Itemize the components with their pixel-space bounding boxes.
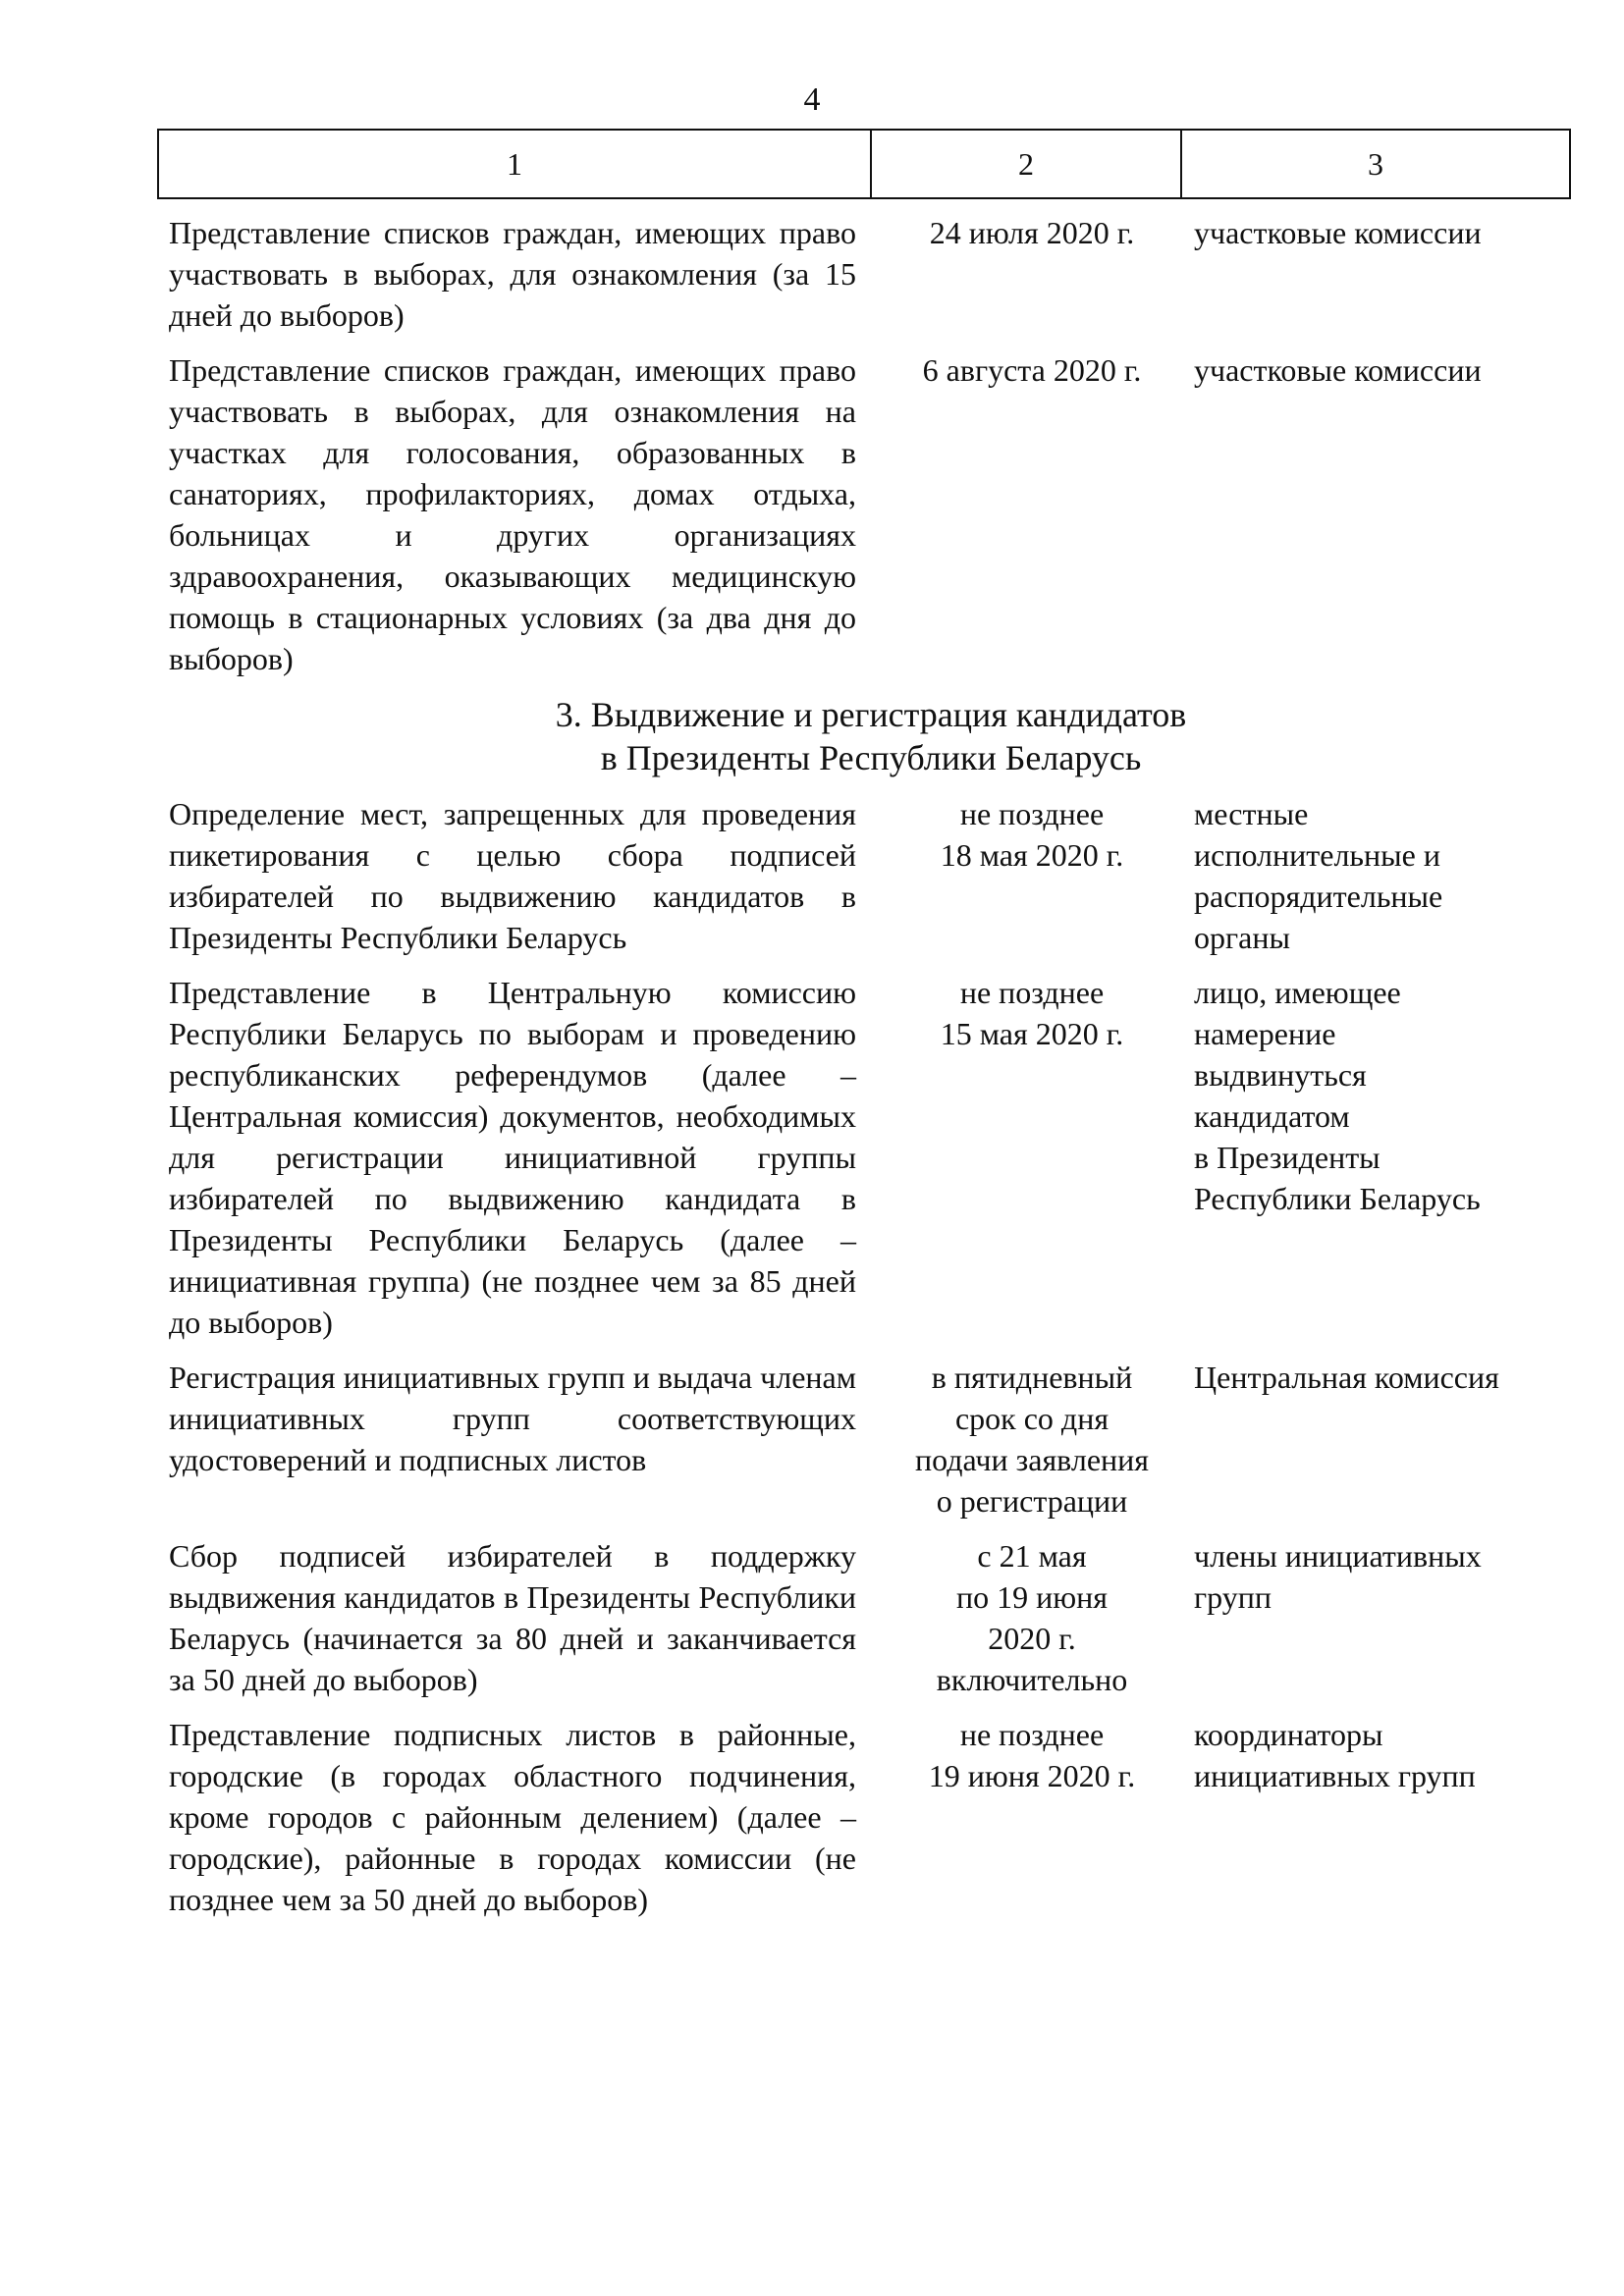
- event-description: Представление списков граждан, имеющих право участвовать в выборах, для ознакомления (за 15 дней до выборов): [169, 215, 856, 333]
- schedule-table: [169, 212, 1573, 1934]
- event-date: с 21 мая по 19 июня 2020 г. включительно: [936, 1538, 1128, 1697]
- table-row: [169, 212, 1573, 336]
- table-row: [169, 972, 1573, 1343]
- column-header-3: 3: [1368, 145, 1383, 182]
- event-description: Сбор подписей избирателей в поддержку выдвижения кандидатов в Президенты Республики Беларусь (начинается за 80 дней и заканчивается за 50 дней до выборов): [169, 1538, 856, 1697]
- column-header-1: 1: [159, 131, 872, 197]
- responsible-party: лицо, имеющее намерение выдвинуться кандидатом в Президенты Республики Беларусь: [1194, 975, 1481, 1216]
- table-row: [169, 793, 1573, 958]
- table-row: [169, 1535, 1573, 1700]
- section-title: [169, 693, 1573, 779]
- responsible-party: участковые комиссии: [1194, 215, 1482, 250]
- event-description: Представление подписных листов в районные, городские (в городах областного подчинения, кроме городов с районным делением) (далее – городские), районные в городах комиссии (не позднее чем за 50 дней до выборов): [169, 1717, 856, 1917]
- responsible-party: местные исполнительные и распорядительные органы: [1194, 796, 1443, 955]
- page-number: 4: [803, 81, 821, 118]
- responsible-party: координаторы инициативных групп: [1194, 1717, 1476, 1793]
- event-date: не позднее 19 июня 2020 г.: [928, 1717, 1136, 1793]
- section-title-line-1: 3. Выдвижение и регистрация кандидатов: [555, 695, 1187, 734]
- table-row: [169, 1714, 1573, 1920]
- responsible-party: Центральная комиссия: [1194, 1360, 1499, 1395]
- event-description: Представление списков граждан, имеющих право участвовать в выборах, для ознакомления на участках для голосования, образованных в санаториях, профилакториях, домах отдыха, больницах и других организациях здравоохранения, оказывающих медицинскую помощь в стационарных условиях (за два дня до выборов): [169, 352, 856, 676]
- event-date: в пятидневный срок со дня подачи заявления о регистрации: [914, 1360, 1149, 1519]
- responsible-party: члены инициативных групп: [1194, 1538, 1482, 1615]
- responsible-party: участковые комиссии: [1194, 352, 1482, 388]
- table-row: [169, 1357, 1573, 1522]
- section-title-line-2: в Президенты Республики Беларусь: [600, 738, 1142, 777]
- event-date: не позднее 15 мая 2020 г.: [940, 975, 1124, 1051]
- rows-after-section: [169, 793, 1573, 1920]
- column-header-2: 2: [872, 131, 1182, 197]
- event-date: 6 августа 2020 г.: [922, 352, 1142, 388]
- event-date: не позднее 18 мая 2020 г.: [940, 796, 1124, 873]
- event-description: Представление в Центральную комиссию Республики Беларусь по выборам и проведению республиканских референдумов (далее – Центральная комиссия) документов, необходимых для регистрации инициативной группы избирателей по выдвижению кандидата в Президенты Республики Беларусь (далее – инициативная группа) (не позднее чем за 85 дней до выборов): [169, 975, 856, 1340]
- table-row: [169, 349, 1573, 679]
- event-date: 24 июля 2020 г.: [929, 215, 1135, 250]
- event-description: Определение мест, запрещенных для проведения пикетирования с целью сбора подписей избирателей по выдвижению кандидатов в Президенты Республики Беларусь: [169, 796, 856, 955]
- event-description: Регистрация инициативных групп и выдача членам инициативных групп соответствующих удостоверений и подписных листов: [169, 1360, 856, 1477]
- rows-before-section: [169, 212, 1573, 679]
- column-header-row: [157, 129, 1571, 199]
